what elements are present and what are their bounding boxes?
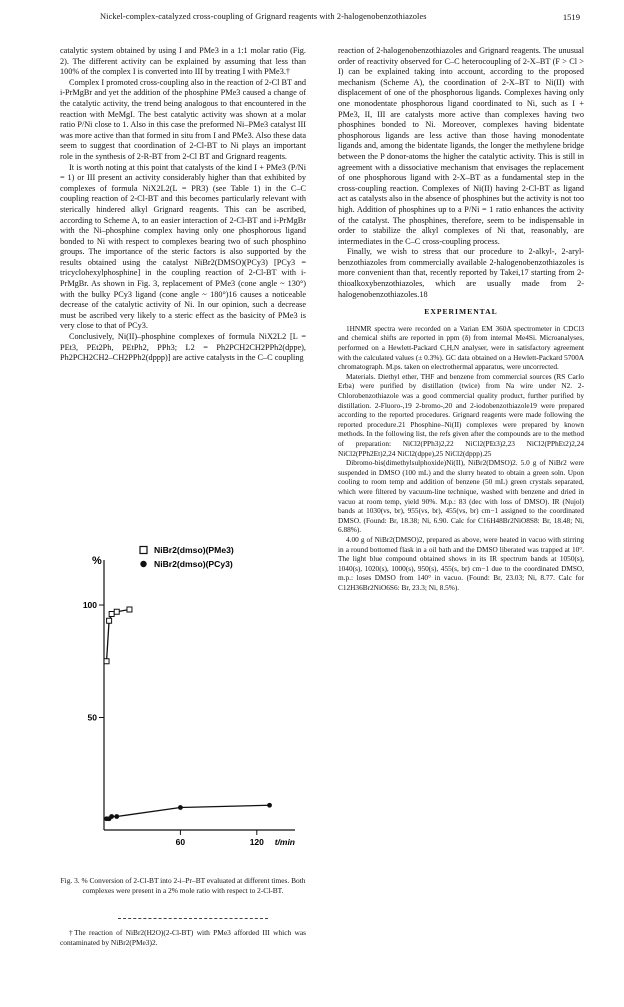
paragraph: Finally, we wish to stress that our procedure to 2-alkyl-, 2-aryl-benzothiazoles from commercially available 2-halogenobenzothiazoles is more convenient than that, recently reported by Takei,17 starting from 2-thioalkoxybenzothiazoles, which are usually made from 2-halogenobenzothiazoles.18 [338,247,584,299]
running-header [60,12,580,28]
right-column [338,46,584,592]
data-point [109,814,114,819]
data-point [114,609,119,614]
paragraph: It is worth noting at this point that catalysts of the kind I + PMe3 (P/Ni = 1) or III present an activity considerably higher than that exhibited by complexes of formula NiX2L2(L = PR3) (see Table 1) in the C–C coupling reaction of 2-Cl-BT and this becomes particularly relevant with sterically hindered alkyl Grignard reagents. This can be ascribed, according to Scheme A, to an easier interaction of 2-Cl-BT and i-PrMgBr with the Ni–phosphine complex having only one phosphorous ligand bonded to Ni with respect to complexes bearing two of such phosphino groups. The importance of the steric factors is also supported by the results obtained using the catalyst NiBr2(DMSO)(PCy3) [PCy3 = tricyclohexylphosphine] in the coupling reaction of 2-Cl-BT with i-PrMgBr. As shown in Fig. 3, replacement of PMe3 (cone angle ~ 130°) with the bulky PCy3 ligand (cone angle ~ 180°)16 causes a noticeable decrease of the catalytic activity of Ni. In our opinion, such a decrease must be ascribed very likely to a steric effect as the basicity of PMe3 is very close to that of PCy3. [60,162,306,331]
paragraph: Complex I promoted cross-coupling also in the reaction of 2-Cl BT and i-PrMgBr and yet the addition of the phosphine PMe3 caused a change of the catalytic activity, the trend being analogous to that encountered in the reaction with MeMgI. The best catalytic activity was shown at a molar ratio P/Ni close to 1. Also in this case the preformed Ni–PMe3 catalyst III was more active than that formed in situ from I and PMe3. Also these data seem to suggest that coordination of 2-Cl-BT to Ni plays an important role in the synthesis of 2-R-BT from 2-Cl BT and Grignard reagents. [60,77,306,161]
paragraph: 4.00 g of NiBr2(DMSO)2, prepared as above, were heated in vacuo with stirring in a round bottomed flask in a oil bath and the DMSO liberated was trapped at 10°. The light blue compound obtained shows in its IR spectrum bands at 1050(s), 1040(s), 1020(s), 1000(s), 950(s), 455(s, br) cm−1 due to the coordinated DMSO, m.p.: loses DMSO from 140° in vacuo. (Found: Br, 23.03; Ni, 8.77. Calc for C12H36Br2NiO6S6: Br, 23.3; Ni, 8.5%). [338,534,584,592]
x-tick-label: 120 [249,837,264,847]
data-point [109,612,114,617]
y-tick-label: 100 [82,600,97,610]
paragraph: reaction of 2-halogenobenzothiazoles and Grignard reagents. The unusual order of reactivity observed for C–C heterocoupling of 2-X–BT (F > Cl > I) can be explained taking into account, according to the proposed mechanism (Scheme A), the coordination of 2-X–BT to Ni(II) with displacement of one of the phosphorous ligands. Complexes having only one monodentate phosphorous ligand coordinated to Ni, such as I + PMe3, II, III are catalysts more active than complexes having two phosphines bonded to Ni. Moreover, complexes having bidentate phosphorous ligands are less active than those having monodentate ligands and, among the bidentate ligands, the longer the methylene bridge between the P donor-atoms the higher the catalytic activity. This is still in agreement with a dissociative mechanism that envisages the replacement of one phosphorous ligand with 2-X–BT as a fundamental step in the cross-coupling reaction. Complexes of Ni(II) having 2-Cl-BT as ligand act as catalysts also in the absence of phosphines but the activity is not too high. Addition of phosphines up to a P/Ni = 1 ratio enhances the activity of the catalyst. The phosphines, therefore, seem to be indispensable in order to stabilize the alkyl complexes of Ni that, reasonably, are intermediates in the C–C cross-coupling process. [338,46,584,246]
legend-marker-square [140,547,147,554]
x-tick-label: 60 [175,837,186,847]
footnote [60,928,306,947]
running-title: Nickel-complex-catalyzed cross-coupling of Grignard reagents with 2-halogenobenzothiazoles [100,12,427,21]
data-point [104,659,109,664]
paragraph: Materials. Diethyl ether, THF and benzene from commercial sources (RS Carlo Erba) were purified by distillation (twice) from Na wire under N2. 2-Chlorobenzothiazole was a good commercial quality product, further purified by distillation. 2-Fluoro-,19 2-bromo-,20 and 2-iodobenzothiazole19 were prepared according to the reported procedures. Grignard reagents were made following the reported procedure.21 Phosphine–Ni(II) complexes were prepared by known methods. In the following list, the refs given after the compounds are to the method of preparation: NiCl2(PPh3)2,22 NiCl2(PEt3)2,23 NiCl2(PPhEt2)2,24 NiCl2(PPh2Et)2,24 NiCl2(dppe),25 NiCl2(dppp).25 [338,371,584,458]
figure-caption: Fig. 3. % Conversion of 2-Cl-BT into 2-i–Pr–BT evaluated at different times. Both complexes were present in a 2% mole ratio with respect to 2-Cl-BT. [60,876,306,895]
left-column [60,46,306,364]
footnote-divider [118,918,268,919]
series-line [107,610,130,662]
legend-label: NiBr2(dmso)(PCy3) [154,559,233,569]
experimental-section [338,324,584,593]
data-point [267,803,272,808]
paragraph: Conclusively, Ni(II)–phosphine complexes of formula NiX2L2 [L = PEt3, PEt2Ph, PEtPh2, PPh3; L2 = Ph2PCH2CH2PPh2(dppe), Ph2PCH2CH2–CH2PPh2(dppp)] are active catalysts in the C–C coupling [60,332,306,363]
section-heading: EXPERIMENTAL [424,307,498,317]
paragraph: 1HNMR spectra were recorded on a Varian EM 360A spectrometer in CDCl3 and chemical shifts are reported in ppm (δ) from internal Me4Si. Microanalyses, performed on a Hewlett-Packard C,H,N analyser, were in satisfactory agreement with the calculated values (± 0.3%). GC data obtained on a Hewlett-Packard 5700A chromatograph. M.ps. taken on electrothermal apparatus, were uncorrected. [338,323,584,372]
paragraph: catalytic system obtained by using I and PMe3 in a 1:1 molar ratio (Fig. 2). The different activity can be explained by assuming that less than 100% of the complex I is converted into III by treating I with PMe3.† [60,46,306,77]
legend-label: NiBr2(dmso)(PMe3) [154,545,234,555]
data-point [107,618,112,623]
x-axis-label: t/min [274,837,295,847]
series-line [107,805,270,819]
data-point [114,814,119,819]
y-axis-label: % [92,555,102,567]
paragraph: Dibromo-bis(dimethylsulphoxide)Ni(II), NiBr2(DMSO)2. 5.0 g of NiBr2 were suspended in DMSO (100 mL) and the slurry heated to obtain a green soln. Upon cooling to room temp and addition of benzene (50 mL) green crystals separated, which were filtered by vacuum-line technique, washed with benzene and dried in vacuo at room temp, yield 90%. M.p.: 83 (dec with loss of DMSO). IR (Nujol) bands at 1030(vs, br), 955(vs, br), 455(vs, br) cm−1 assigned to the coordinated DMSO. (Found: Br, 18.38; Ni, 6.90. Calc for C16H48Br2NiO8S8: Br, 18.48; Ni, 6.88%). [338,458,584,535]
footnote-text: †The reaction of NiBr2(H2O)(2-Cl-BT) with PMe3 afforded III which was contaminated by NiBr2(PMe3)2. [60,928,306,947]
page-number: 1519 [562,12,580,22]
legend-marker-dot [140,561,146,567]
data-point [178,805,183,810]
data-point [127,607,132,612]
chart-svg [60,530,306,870]
figure-3-chart [60,530,306,870]
y-tick-label: 50 [87,712,97,723]
